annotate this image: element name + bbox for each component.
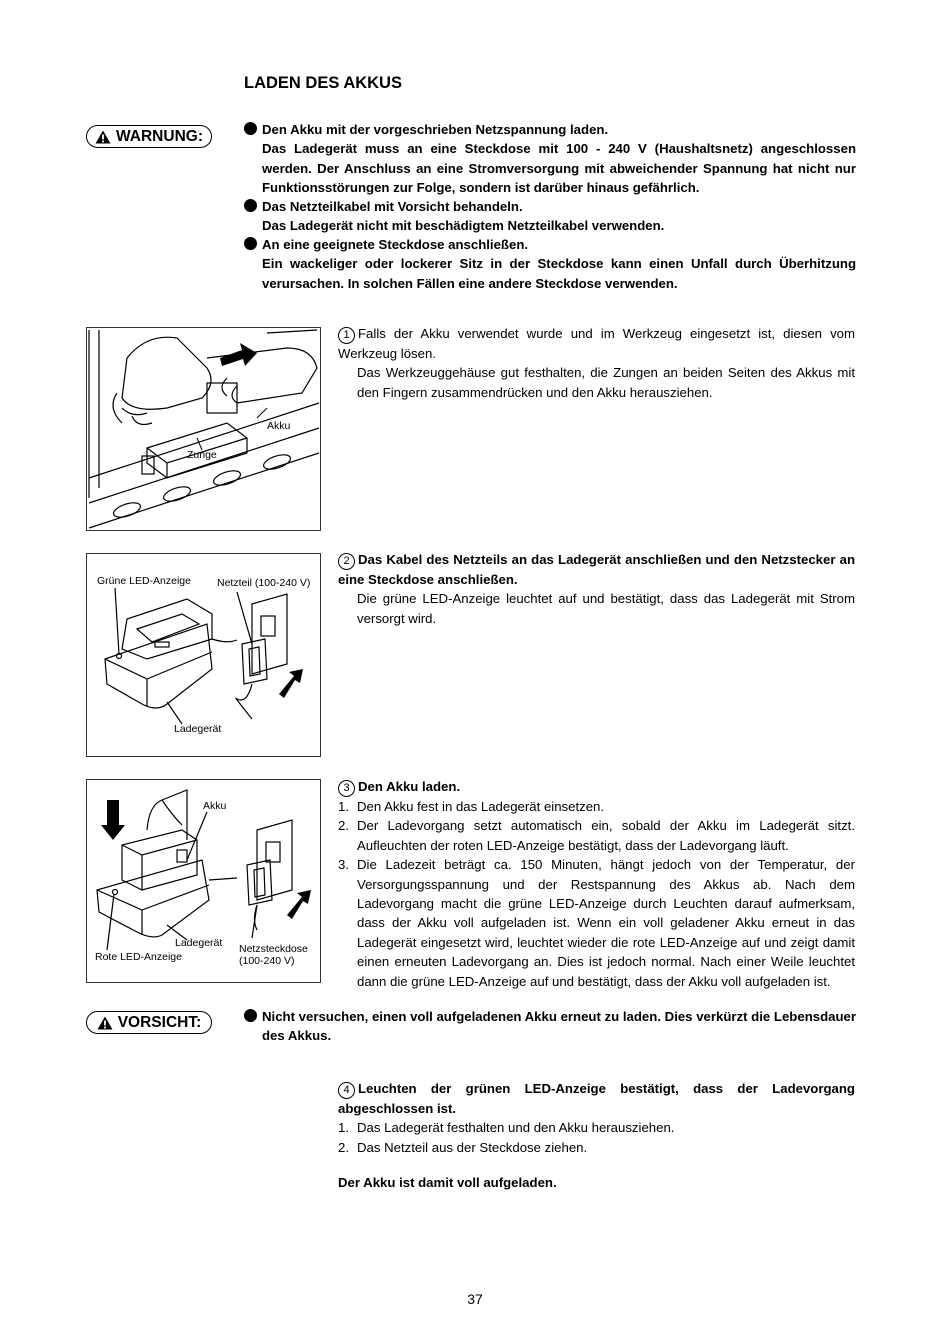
- step-4: [338, 1079, 855, 1157]
- step-2-head: Das Kabel des Netzteils an das Ladegerät anschließen und den Netzstecker an eine Steckdose anschließen.: [338, 552, 855, 587]
- page-number: 37: [467, 1291, 483, 1307]
- final-note: Der Akku ist damit voll aufgeladen.: [338, 1175, 557, 1190]
- warning-item-head: An eine geeignete Steckdose anschließen.: [262, 237, 529, 252]
- step-number: 1: [338, 327, 355, 344]
- warning-triangle-icon: [95, 130, 111, 144]
- label-zunge: Zunge: [187, 449, 217, 461]
- caution-badge: [86, 1011, 212, 1034]
- warning-item: [244, 235, 856, 293]
- list-item: 1. Das Ladegerät festhalten und den Akku herausziehen.: [338, 1120, 675, 1136]
- step-number: 3: [338, 780, 355, 797]
- step-2-body: Die grüne LED-Anzeige leuchtet auf und bestätigt, dass das Ladegerät mit Strom versorgt wird.: [357, 591, 855, 626]
- bullet-icon: [244, 1009, 257, 1022]
- warning-triangle-icon: [97, 1016, 113, 1030]
- label-netzsteckdose: Netzsteckdose: [239, 943, 308, 955]
- figure-connect-charger: [86, 553, 321, 757]
- step-4-head: Leuchten der grünen LED-Anzeige bestätigt, dass der Ladevorgang abgeschlossen ist.: [338, 1081, 855, 1116]
- caution-item: [244, 1007, 856, 1046]
- step-number: 4: [338, 1082, 355, 1099]
- bullet-icon: [244, 237, 257, 250]
- warning-item-body: Das Ladegerät muss an eine Steckdose mit 100 - 240 V (Haushaltsnetz) angeschlossen werden. Der Anschluss an eine Stromversorgung mit abweichender Spannung hat nicht nur Funktionsstörungen zur Folge, sondern ist darüber hinaus gefährlich.: [262, 141, 856, 195]
- step-1: [338, 324, 855, 402]
- warning-item: [244, 197, 856, 236]
- figure-charge-battery: [86, 779, 321, 983]
- step-1-line1: Falls der Akku verwendet wurde und im Werkzeug eingesetzt ist, diesen vom Werkzeug lösen.: [338, 326, 855, 361]
- caution-text: Nicht versuchen, einen voll aufgeladenen Akku erneut zu laden. Dies verkürzt die Lebensdauer des Akkus.: [262, 1009, 856, 1044]
- warning-item-body: Ein wackeliger oder lockerer Sitz in der Steckdose kann einen Unfall durch Überhitzung verursachen. In solchen Fällen eine andere Steckdose verwenden.: [262, 256, 856, 291]
- list-item: 1. Den Akku fest in das Ladegerät einsetzen.: [338, 799, 605, 814]
- list-item: 2. Das Netzteil aus der Steckdose ziehen.: [338, 1139, 588, 1155]
- list-item: 3. Die Ladezeit beträgt ca. 150 Minuten, hängt jedoch von der Temperatur, der Versorgungsspannung und der Restspannung des Akkus ab. Nach dem Ladevorgang macht die grüne LED-Anzeige durch Leuchten darauf aufmerksam, dass der Akku voll aufgeladen ist. Wenn ein voll geladener Akku erneut in das Ladegerät eingesetzt wird, leuchtet wieder die rote LED-Anzeige auf und zeigt damit einen erneuten Ladevorgang an. Dies ist jedoch normal. Nach einer Weile leuchtet dann die grüne LED-Anzeige auf und bestätigt, dass der Akku voll aufgeladen ist.: [338, 857, 855, 989]
- warning-item-body: Das Ladegerät nicht mit beschädigtem Netzteilkabel verwenden.: [262, 218, 665, 234]
- list-item: 2. Der Ladevorgang setzt automatisch ein, sobald der Akku im Ladegerät sitzt. Aufleuchten der roten LED-Anzeige bestätigt, dass der Ladevorgang läuft.: [338, 818, 855, 853]
- label-netzteil: Netzteil (100-240 V): [217, 577, 311, 589]
- bullet-icon: [244, 122, 257, 135]
- step-2: [338, 550, 855, 628]
- warning-item: [244, 120, 856, 197]
- bullet-icon: [244, 199, 257, 212]
- warning-badge-label: WARNUNG:: [116, 127, 203, 145]
- caution-badge-label: VORSICHT:: [117, 1013, 202, 1031]
- label-ladegeraet: Ladegerät: [175, 937, 223, 949]
- warning-badge: [86, 125, 212, 148]
- warning-item-head: Den Akku mit der vorgeschrieben Netzspannung laden.: [262, 122, 609, 137]
- label-gruene-led: Grüne LED-Anzeige: [97, 575, 191, 587]
- step-1-line2: Das Werkzeuggehäuse gut festhalten, die Zungen an beiden Seiten des Akkus mit den Fingern zusammendrücken und den Akku herausziehen.: [357, 365, 855, 400]
- label-rote-led: Rote LED-Anzeige: [95, 951, 182, 963]
- section-title: LADEN DES AKKUS: [244, 74, 402, 92]
- warning-item-head: Das Netzteilkabel mit Vorsicht behandeln.: [262, 199, 523, 214]
- label-akku: Akku: [267, 420, 291, 432]
- step-number: 2: [338, 553, 355, 570]
- figure-remove-battery: [86, 327, 321, 531]
- label-akku: Akku: [203, 800, 227, 812]
- label-spannung: (100-240 V): [239, 955, 295, 967]
- label-ladegeraet: Ladegerät: [174, 723, 222, 735]
- step-3-head: Den Akku laden.: [358, 779, 461, 794]
- step-3: [338, 777, 855, 991]
